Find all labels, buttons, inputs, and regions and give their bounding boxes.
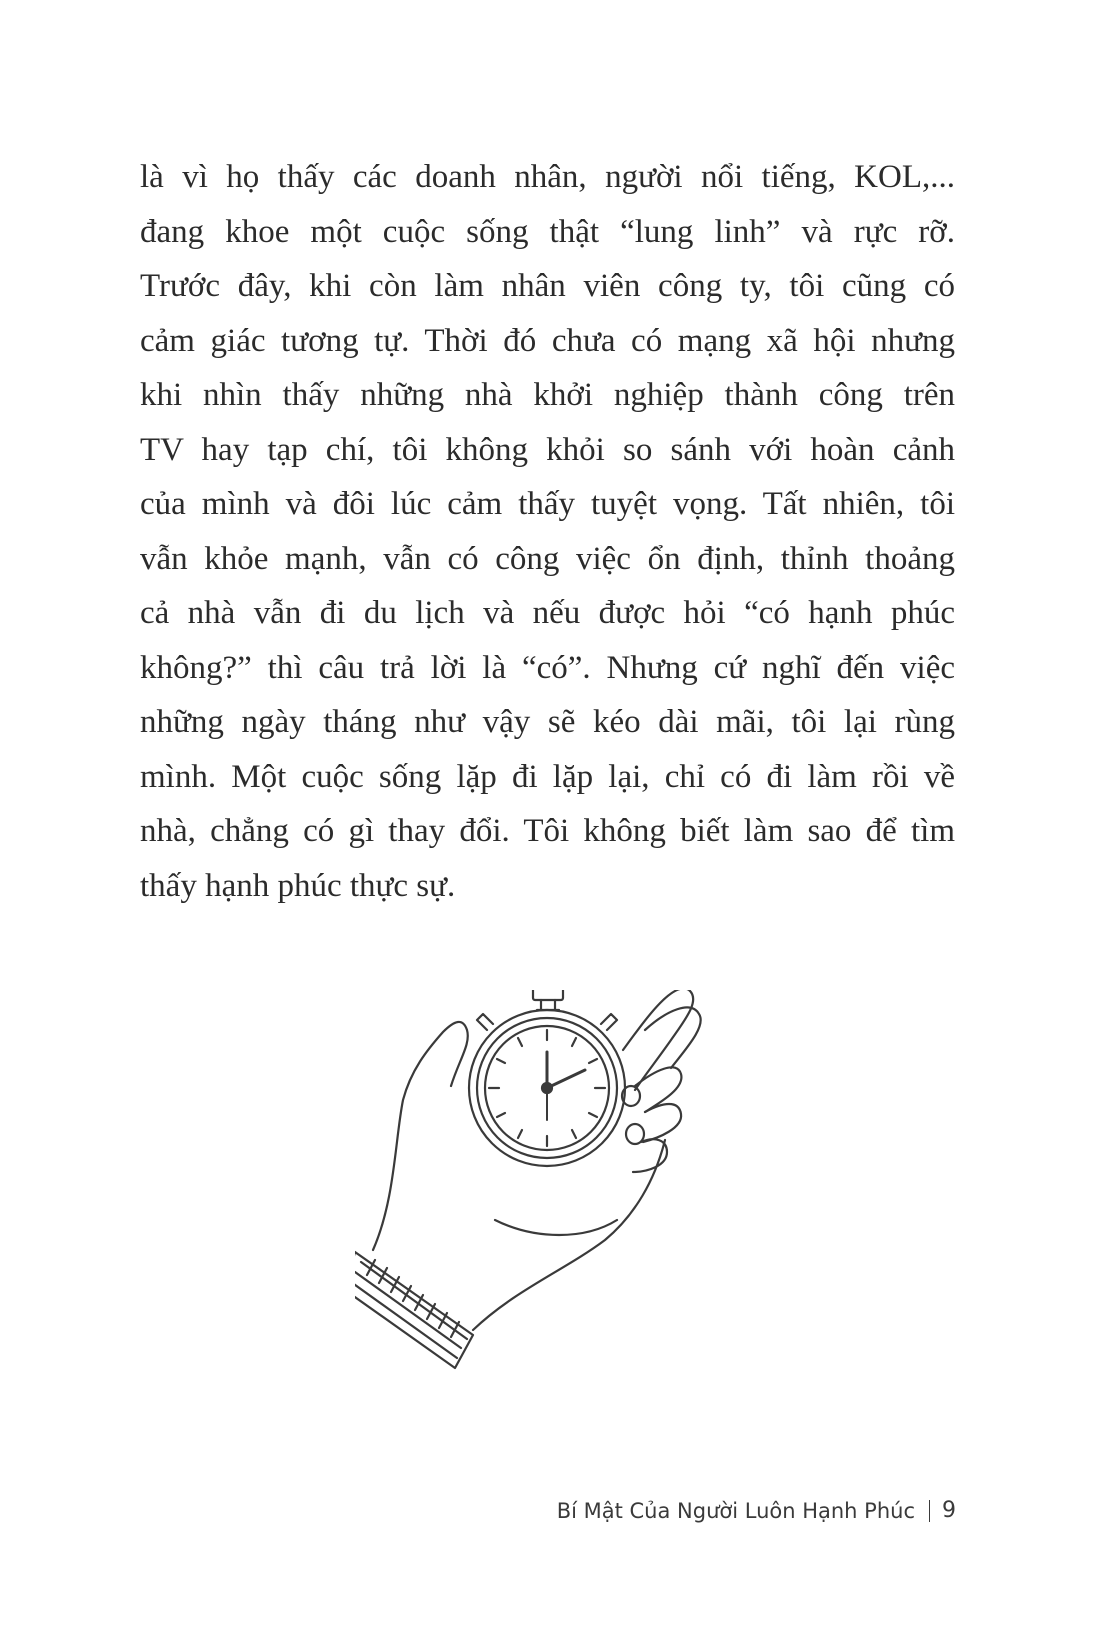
text-line: đang khoe một cuộc sống thật “lung linh” và rực rỡ.: [140, 213, 955, 250]
text-line: của mình và đôi lúc cảm thấy tuyệt vọng. Tất nhiên, tôi: [140, 486, 955, 522]
page-footer: [557, 1498, 956, 1523]
page-number: 9: [942, 1498, 956, 1523]
text-line: Trước đây, khi còn làm nhân viên công ty, tôi cũng có: [140, 268, 955, 304]
text-line: mình. Một cuộc sống lặp đi lặp lại, chỉ có đi làm rồi về: [140, 758, 955, 795]
sleeve-cuff: [355, 1252, 473, 1368]
text-line: khi nhìn thấy những nhà khởi nghiệp thành công trên: [140, 377, 955, 413]
hand-holding-stopwatch-icon: [355, 990, 755, 1390]
footer-divider: [929, 1500, 930, 1522]
text-line: những ngày tháng như vậy sẽ kéo dài mãi, tôi lại rùng: [140, 704, 955, 740]
stopwatch: [469, 990, 625, 1166]
text-line: cả nhà vẫn đi du lịch và nếu được hỏi “có hạnh phúc: [140, 595, 955, 631]
text-line: TV hay tạp chí, tôi không khỏi so sánh với hoàn cảnh: [140, 431, 955, 468]
text-line: vẫn khỏe mạnh, vẫn có công việc ổn định, thỉnh thoảng: [140, 540, 955, 577]
hand-outline: [373, 990, 701, 1330]
text-line: nhà, chẳng có gì thay đổi. Tôi không biết làm sao để tìm: [140, 813, 955, 849]
text-line: thấy hạnh phúc thực sự.: [140, 867, 456, 904]
text-line: không?” thì câu trả lời là “có”. Nhưng cứ nghĩ đến việc: [140, 649, 955, 686]
text-line: cảm giác tương tự. Thời đó chưa có mạng xã hội nhưng: [140, 322, 955, 359]
book-title: Bí Mật Của Người Luôn Hạnh Phúc: [556, 1498, 915, 1523]
body-paragraph: [140, 150, 955, 913]
text-line: là vì họ thấy các doanh nhân, người nổi tiếng, KOL,...: [140, 159, 955, 195]
